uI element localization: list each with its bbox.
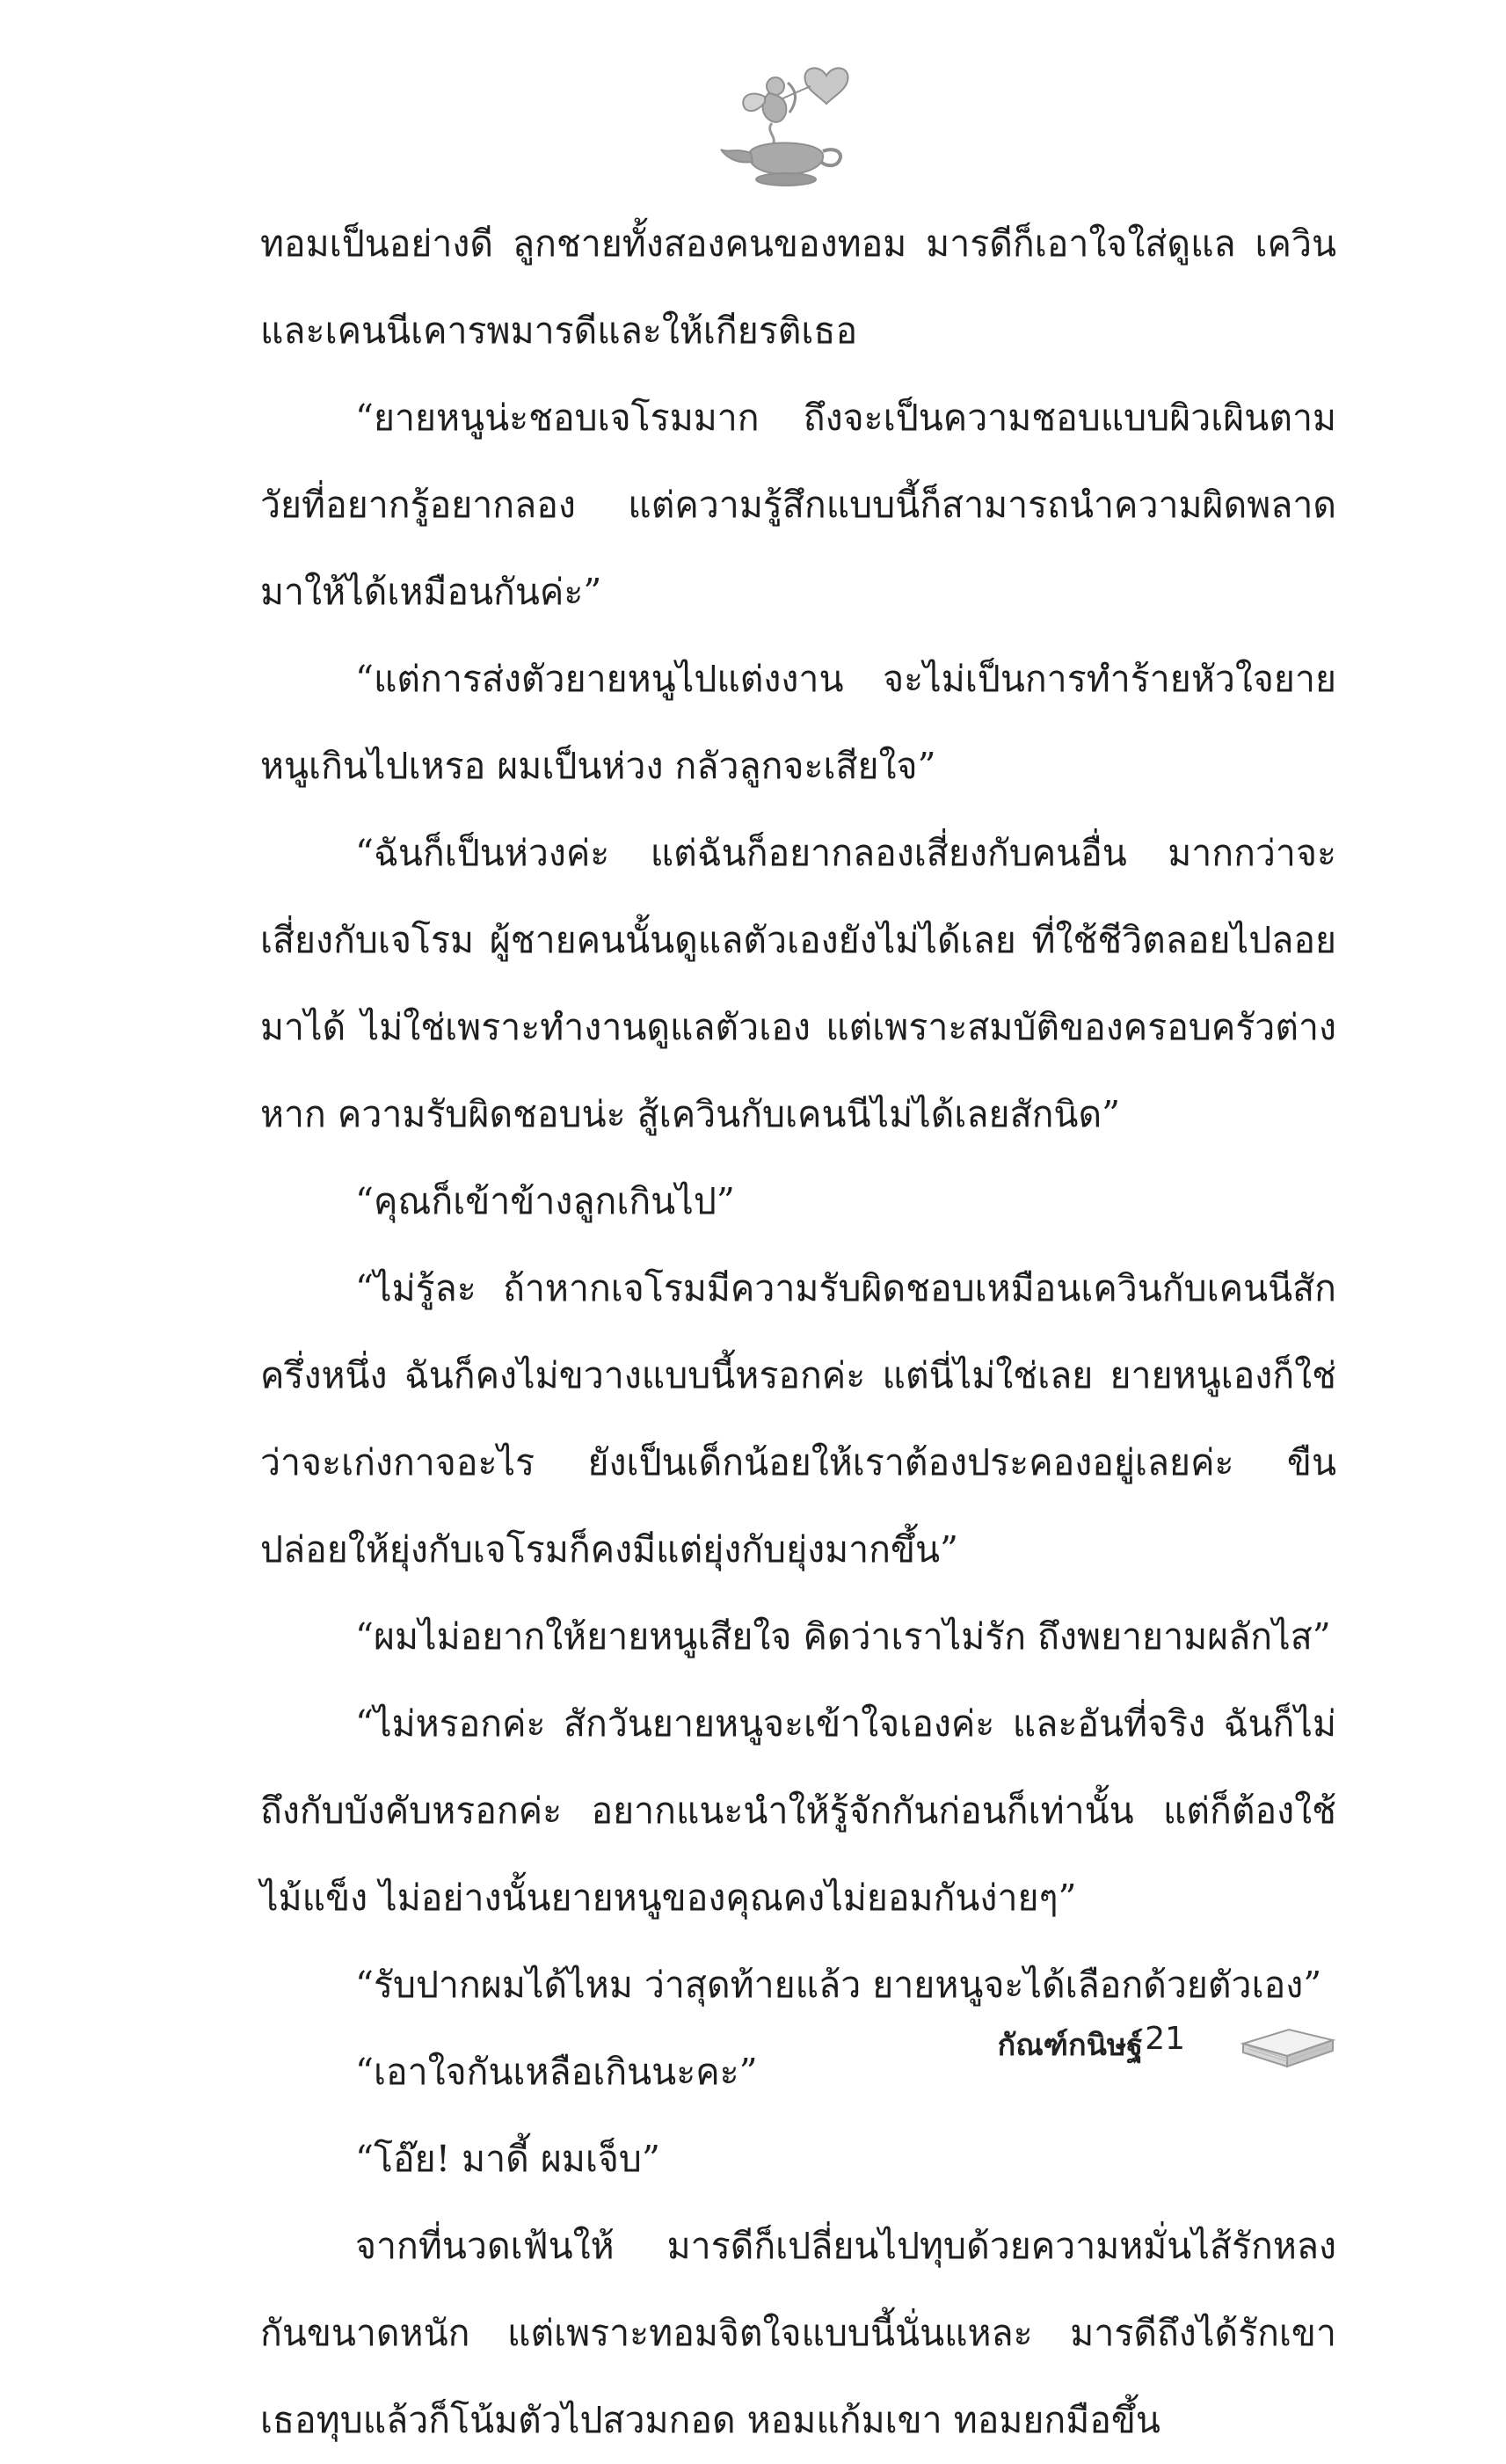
paragraph: “ฉันก็เป็นห่วงค่ะ แต่ฉันก็อยากลองเสี่ยงกับคนอื่น มากกว่าจะเสี่ยงกับเจโรม ผู้ชายคนนั้นดูแลตัวเองยังไม่ได้เลย ที่ใช้ชีวิตลอยไปลอยมาได้ ไม่ใช่เพราะทำงานดูแลตัวเอง แต่เพราะสมบัติของครอบครัวต่างหาก ความรับผิดชอบน่ะ สู้เควินกับเคนนีไม่ได้เลยสักนิด” [260,832,1336,1135]
paragraph: จากที่นวดเฟ้นให้ มารดีก็เปลี่ยนไปทุบด้วยความหมั่นไส้รักหลงกันขนาดหนัก แต่เพราะทอมจิตใจแบบนี้นั่นแหละ มารดีถึงได้รักเขา เธอทุบแล้วก็โน้มตัวไปสวมกอด หอมแก้มเขา ทอมยกมือขึ้น [260,2225,1336,2441]
page-number: 21 [1145,2021,1185,2057]
paragraph: “ยายหนูน่ะชอบเจโรมมาก ถึงจะเป็นความชอบแบบผิวเผินตามวัยที่อยากรู้อยากลอง แต่ความรู้สึกแบบนี้ก็สามารถนำความผิดพลาดมาให้ได้เหมือนกันค่ะ” [260,397,1336,613]
paragraph: “รับปากผมได้ไหม ว่าสุดท้ายแล้ว ยายหนูจะได้เลือกด้วยตัวเอง” [355,1964,1322,2006]
page-footer [879,2014,1336,2075]
cupid-teapot-emblem-icon [714,51,863,192]
paragraph: “ไม่หรอกค่ะ สักวันยายหนูจะเข้าใจเองค่ะ และอันที่จริง ฉันก็ไม่ถึงกับบังคับหรอกค่ะ อยากแนะนำให้รู้จักกันก่อนก็เท่านั้น แต่ก็ต้องใช้ไม้แข็ง ไม่อย่างนั้นยายหนูของคุณคงไม่ยอมกันง่ายๆ” [260,1702,1336,1919]
book-title: กัณฑ์กนิษฐ์ [997,2028,1143,2063]
paragraph: “ไม่รู้ละ ถ้าหากเจโรมมีความรับผิดชอบเหมือนเควินกับเคนนีสักครึ่งหนึ่ง ฉันก็คงไม่ขวางแบบนี้หรอกค่ะ แต่นี่ไม่ใช่เลย ยายหนูเองก็ใช่ว่าจะเก่งกาจอะไร ยังเป็นเด็กน้อยให้เราต้องประคองอยู่เลยค่ะ ขืนปล่อยให้ยุ่งกับเจโรมก็คงมีแต่ยุ่งกับยุ่งมากขึ้น” [260,1267,1336,1571]
paragraph: “เอาใจกันเหลือเกินนะคะ” [355,2051,758,2093]
paragraph: “ผมไม่อยากให้ยายหนูเสียใจ คิดว่าเราไม่รัก ถึงพยายามผลักไส” [355,1615,1331,1658]
paragraph: ทอมเป็นอย่างดี ลูกชายทั้งสองคนของทอม มารดีก็เอาใจใส่ดูแล เควินและเคนนีเคารพมารดีและให้เกียรติเธอ [260,222,1336,352]
paragraph: “โอ๊ย! มาดี้ ผมเจ็บ” [355,2138,660,2180]
paragraph: “แต่การส่งตัวยายหนูไปแต่งงาน จะไม่เป็นการทำร้ายหัวใจยายหนูเกินไปเหรอ ผมเป็นห่วง กลัวลูกจะเสียใจ” [260,658,1336,787]
paragraph: “คุณก็เข้าข้างลูกเกินไป” [355,1180,735,1222]
book-icon [1238,2014,1336,2068]
body-text [260,200,1336,2464]
